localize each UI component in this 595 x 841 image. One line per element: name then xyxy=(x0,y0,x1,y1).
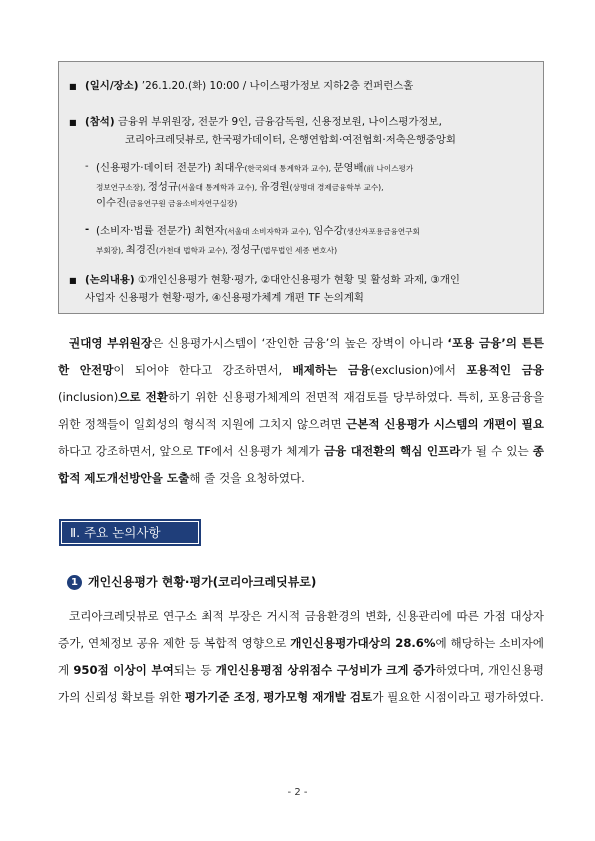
text: 은 신용평가시스템이 ‘잔인한 금융’의 높은 장벽이 아니라 xyxy=(152,336,448,350)
expert-affiliation: 정보연구소장), xyxy=(96,183,148,192)
number-circle-icon: 1 xyxy=(67,575,82,590)
date-text: ’26.1.20.(화) 10:00 / 나이스평가정보 지하2층 컨퍼런스홀 xyxy=(141,80,414,92)
expert-name: 정성규 xyxy=(147,181,178,193)
expert-name: 정성구 xyxy=(230,244,261,256)
experts-1-intro: (신용평가·데이터 전문가) xyxy=(96,162,215,174)
agenda-text-2: 사업자 신용평가 현황·평가, ④신용평가체계 개편 TF 논의계획 xyxy=(85,292,364,304)
bullet-icon: ■ xyxy=(69,276,77,285)
bullet-icon: ■ xyxy=(69,82,77,91)
dash-marker: - xyxy=(85,224,90,235)
emphasis: 개인신용평점 상위점수 구성비가 크게 증가 xyxy=(215,663,436,677)
subsection-title: 개인신용평가 현황·평가(코리아크레딧뷰로) xyxy=(88,575,317,589)
attendees-label: (참석) xyxy=(85,116,115,128)
expert-affiliation: (생산자포용금융연구회 xyxy=(343,227,420,236)
text: , xyxy=(255,690,264,704)
expert-name: 문영배 xyxy=(333,162,364,174)
experts-1-line-2 xyxy=(96,180,384,195)
text: (inclusion) xyxy=(58,390,119,404)
text: 에 해당하는 소비자에게 xyxy=(58,636,545,677)
text: 하다고 강조하면서, 앞으로 TF에서 신용평가 체계가 xyxy=(58,444,324,458)
emphasis: 포용적인 금융 xyxy=(466,363,545,377)
expert-name: 임수강 xyxy=(313,225,344,237)
agenda-label: (논의내용) xyxy=(85,274,135,286)
expert-affiliation: 부회장), xyxy=(96,246,126,255)
expert-name: 최대우 xyxy=(214,162,245,174)
emphasis: 근본적 신용평가 시스템의 개편이 필요 xyxy=(346,417,544,431)
text: (exclusion)에서 xyxy=(370,363,467,377)
emphasis: 평가모형 재개발 검토 xyxy=(263,690,373,704)
agenda-line xyxy=(85,273,460,287)
expert-affiliation: (법무법인 세종 변호사) xyxy=(260,246,338,255)
expert-affiliation: (상명대 경제금융학부 교수), xyxy=(289,183,384,192)
expert-affiliation: (가천대 법학과 교수), xyxy=(155,246,231,255)
experts-1-line-3 xyxy=(96,196,237,211)
text: 해 줄 것을 요청하였다. xyxy=(189,471,305,485)
experts-1-line-1 xyxy=(96,161,413,176)
experts-2-line-2 xyxy=(96,243,337,258)
expert-affiliation: (서울대 통계학과 교수), xyxy=(177,183,260,192)
emphasis: 으로 전환 xyxy=(118,390,169,404)
text: 하기 위한 신용평가체계의 전면적 재검토를 당부하였다. 특히, 포용금융을 위한 정책들이 일회성의 형식적 지원에 그치지 않으려면 xyxy=(58,390,544,431)
expert-name: 최현자 xyxy=(194,225,225,237)
expert-affiliation: (서울대 소비자학과 교수), xyxy=(224,227,314,236)
expert-name: 최경진 xyxy=(125,244,156,256)
emphasis: 종합적 제도개선방안을 도출 xyxy=(58,444,544,485)
agenda-line-2 xyxy=(85,291,364,305)
emphasis: 950점 이상이 부여 xyxy=(73,663,174,677)
text: 이 되어야 한다고 강조하면서, xyxy=(113,363,293,377)
attendees-line xyxy=(85,115,442,129)
section-title: Ⅱ. 주요 논의사항 xyxy=(61,521,199,544)
emphasis: ‘포용 금융’의 튼튼한 안전망 xyxy=(58,336,545,377)
meeting-info-box xyxy=(58,61,544,314)
text: 가 될 수 있는 xyxy=(460,444,533,458)
emphasis: 금융 대전환의 핵심 인프라 xyxy=(323,444,461,458)
page-number: - 2 - xyxy=(287,787,308,798)
attendees-line-2 xyxy=(125,133,456,147)
date-label: (일시/장소) xyxy=(85,80,139,92)
emphasis: 권대영 부위원장 xyxy=(69,336,153,350)
date-place-line xyxy=(85,79,413,93)
expert-affiliation: (한국외대 통계학과 교수), xyxy=(244,164,334,173)
expert-name: 이수진 xyxy=(96,197,127,209)
bullet-icon: ■ xyxy=(69,118,77,127)
text: 하였다며, 개인신용평가의 신뢰성 확보를 위한 xyxy=(58,663,544,704)
text: 가 필요한 시점이라고 평가하였다. xyxy=(372,690,544,704)
emphasis: 평가기준 조정 xyxy=(184,690,256,704)
emphasis: 배제하는 금융 xyxy=(292,363,371,377)
attendees-text-2: 코리아크레딧뷰로, 한국평가데이터, 은행연합회·여전협회·저축은행중앙회 xyxy=(125,134,456,146)
dash-marker: - xyxy=(85,161,89,172)
emphasis: 개인신용평가대상의 28.6% xyxy=(290,636,436,650)
section-heading xyxy=(59,519,201,546)
kcb-remarks xyxy=(58,603,544,711)
text: 되는 등 xyxy=(173,663,216,677)
text: 코리아크레딧뷰로 연구소 최적 부장은 거시적 금융환경의 변화, 신용관리에 따른 가점 대상자 증가, 연체정보 공유 제한 등 복합적 영향으로 xyxy=(58,609,544,650)
expert-affiliation: (금융연구원 금융소비자연구실장) xyxy=(126,199,238,208)
attendees-text: 금융위 부위원장, 전문가 9인, 금융감독원, 신용정보원, 나이스평가정보, xyxy=(117,116,442,128)
experts-2-line-1 xyxy=(96,224,420,239)
subsection-heading xyxy=(67,571,316,593)
experts-2-intro: (소비자·법률 전문가) xyxy=(96,225,195,237)
agenda-text: ①개인신용평가 현황·평가, ②대안신용평가 현황 및 활성화 과제, ③개인 xyxy=(134,274,460,286)
expert-name: 유경원 xyxy=(259,181,290,193)
expert-affiliation: (前 나이스평가 xyxy=(363,164,414,173)
paragraph xyxy=(58,603,544,711)
paragraph xyxy=(58,330,544,492)
vice-chair-remarks xyxy=(58,330,544,492)
